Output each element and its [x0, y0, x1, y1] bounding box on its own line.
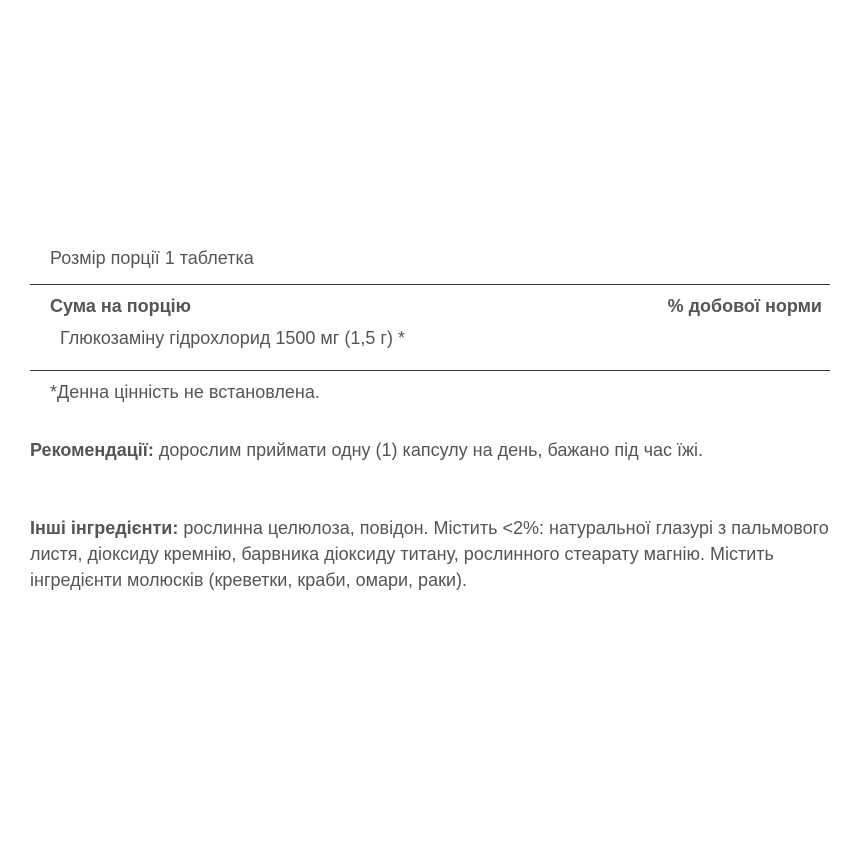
serving-size: Розмір порції 1 таблетка [50, 248, 254, 268]
facts-header-row [30, 285, 830, 322]
daily-value-footnote: *Денна цінність не встановлена. [50, 382, 320, 402]
ingredient-row: Глюкозаміну гідрохлорид 1500 мг (1,5 г) * [60, 328, 405, 348]
other-ingredients-text: рослинна целюлоза, повідон. Містить <2%: натуральної глазурі з пальмового листя, діоксиду кремнію, барвника діоксиду титану, рослинного стеарату магнію. Містить інгредієнти молюсків (креветки, краби, омари, раки). [30, 518, 829, 590]
other-ingredients-label: Інші інгредієнти: [30, 518, 179, 538]
recommendations-label: Рекомендації: [30, 440, 154, 460]
recommendations-paragraph [30, 437, 830, 463]
supplement-facts-panel [30, 242, 830, 421]
other-ingredients-paragraph [30, 515, 830, 593]
daily-value-header: % добової норми [667, 296, 822, 316]
recommendations-text: дорослим приймати одну (1) капсулу на день, бажано під час їжі. [153, 440, 704, 460]
amount-per-serving-header: Сума на порцію [50, 296, 192, 316]
